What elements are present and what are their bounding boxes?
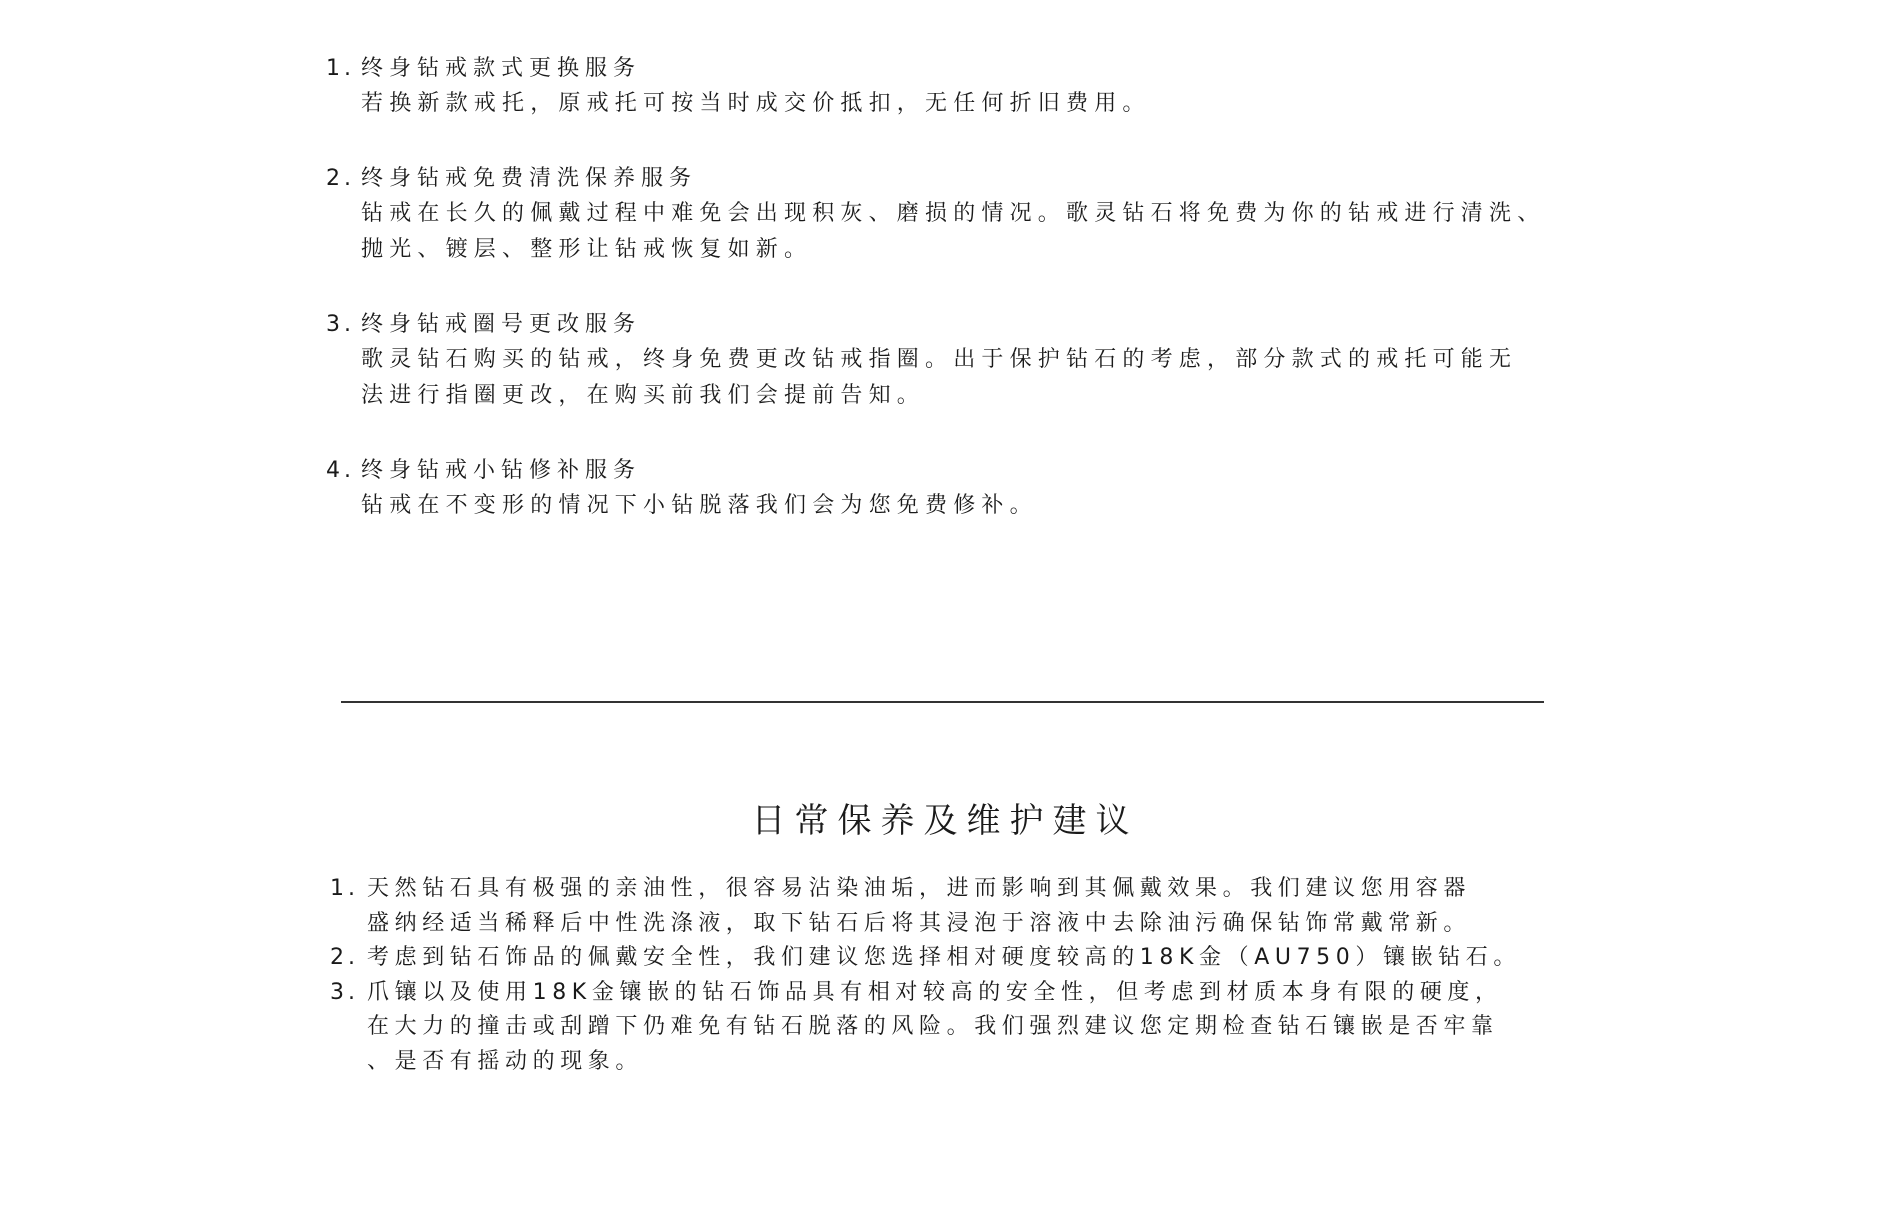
service-number: 1. (326, 56, 355, 81)
care-item-line (330, 872, 1630, 907)
service-title-text: 终身钻戒圈号更改服务 (361, 312, 642, 337)
care-item (330, 976, 1630, 1080)
service-title-text: 终身钻戒小钻修补服务 (361, 458, 642, 483)
care-item-number: 1. (330, 876, 359, 901)
care-item-text: 爪镶以及使用18K金镶嵌的钻石饰品具有相对较高的安全性，但考虑到材质本身有限的硬度， (367, 979, 1503, 1005)
service-description (326, 196, 1586, 268)
care-item-number: 3. (330, 979, 359, 1005)
service-number: 3. (326, 312, 355, 337)
service-description (326, 488, 1586, 524)
service-description-line: 抛光、镀层、整形让钻戒恢复如新。 (361, 237, 813, 262)
service-number: 2. (326, 166, 355, 191)
service-title (326, 52, 1586, 86)
care-item-line (330, 941, 1630, 976)
service-title-text: 终身钻戒免费清洗保养服务 (361, 166, 698, 191)
care-list (330, 872, 1630, 1079)
care-item (330, 941, 1630, 976)
care-item-text: 考虑到钻石饰品的佩戴安全性，我们建议您选择相对硬度较高的18K金（AU750）镶嵌钻石。 (367, 945, 1521, 970)
care-item-text: 天然钻石具有极强的亲油性，很容易沾染油垢，进而影响到其佩戴效果。我们建议您用容器 (367, 876, 1472, 901)
service-item (326, 162, 1586, 268)
service-description-line: 钻戒在不变形的情况下小钻脱落我们会为您免费修补。 (361, 493, 1038, 518)
service-description-line: 若换新款戒托，原戒托可按当时成交价抵扣，无任何折旧费用。 (361, 91, 1151, 116)
care-item (330, 872, 1630, 941)
service-item (326, 308, 1586, 414)
service-title-text: 终身钻戒款式更换服务 (361, 56, 642, 81)
service-description (326, 86, 1586, 122)
service-description-line: 歌灵钻石购买的钻戒，终身免费更改钻戒指圈。出于保护钻石的考虑，部分款式的戒托可能无 (361, 347, 1518, 372)
service-title (326, 454, 1586, 488)
service-number: 4. (326, 458, 355, 483)
service-description-line: 法进行指圈更改，在购买前我们会提前告知。 (361, 383, 926, 408)
care-item-line (330, 976, 1630, 1011)
service-description-line: 钻戒在长久的佩戴过程中难免会出现积灰、磨损的情况。歌灵钻石将免费为你的钻戒进行清洗、 (361, 201, 1546, 226)
care-item-line: 在大力的撞击或刮蹭下仍难免有钻石脱落的风险。我们强烈建议您定期检查钻石镶嵌是否牢靠 (367, 1014, 1499, 1039)
section-divider (341, 701, 1544, 703)
service-description (326, 342, 1586, 414)
service-list (326, 52, 1586, 524)
care-section-title: 日常保养及维护建议 (751, 801, 1139, 841)
service-item (326, 454, 1586, 524)
service-item (326, 52, 1586, 122)
service-title (326, 308, 1586, 342)
care-item-line: 、是否有摇动的现象。 (367, 1048, 644, 1074)
care-item-number: 2. (330, 945, 359, 970)
service-title (326, 162, 1586, 196)
care-item-line: 盛纳经适当稀释后中性洗涤液，取下钻石后将其浸泡于溶液中去除油污确保钻饰常戴常新。 (367, 910, 1472, 936)
